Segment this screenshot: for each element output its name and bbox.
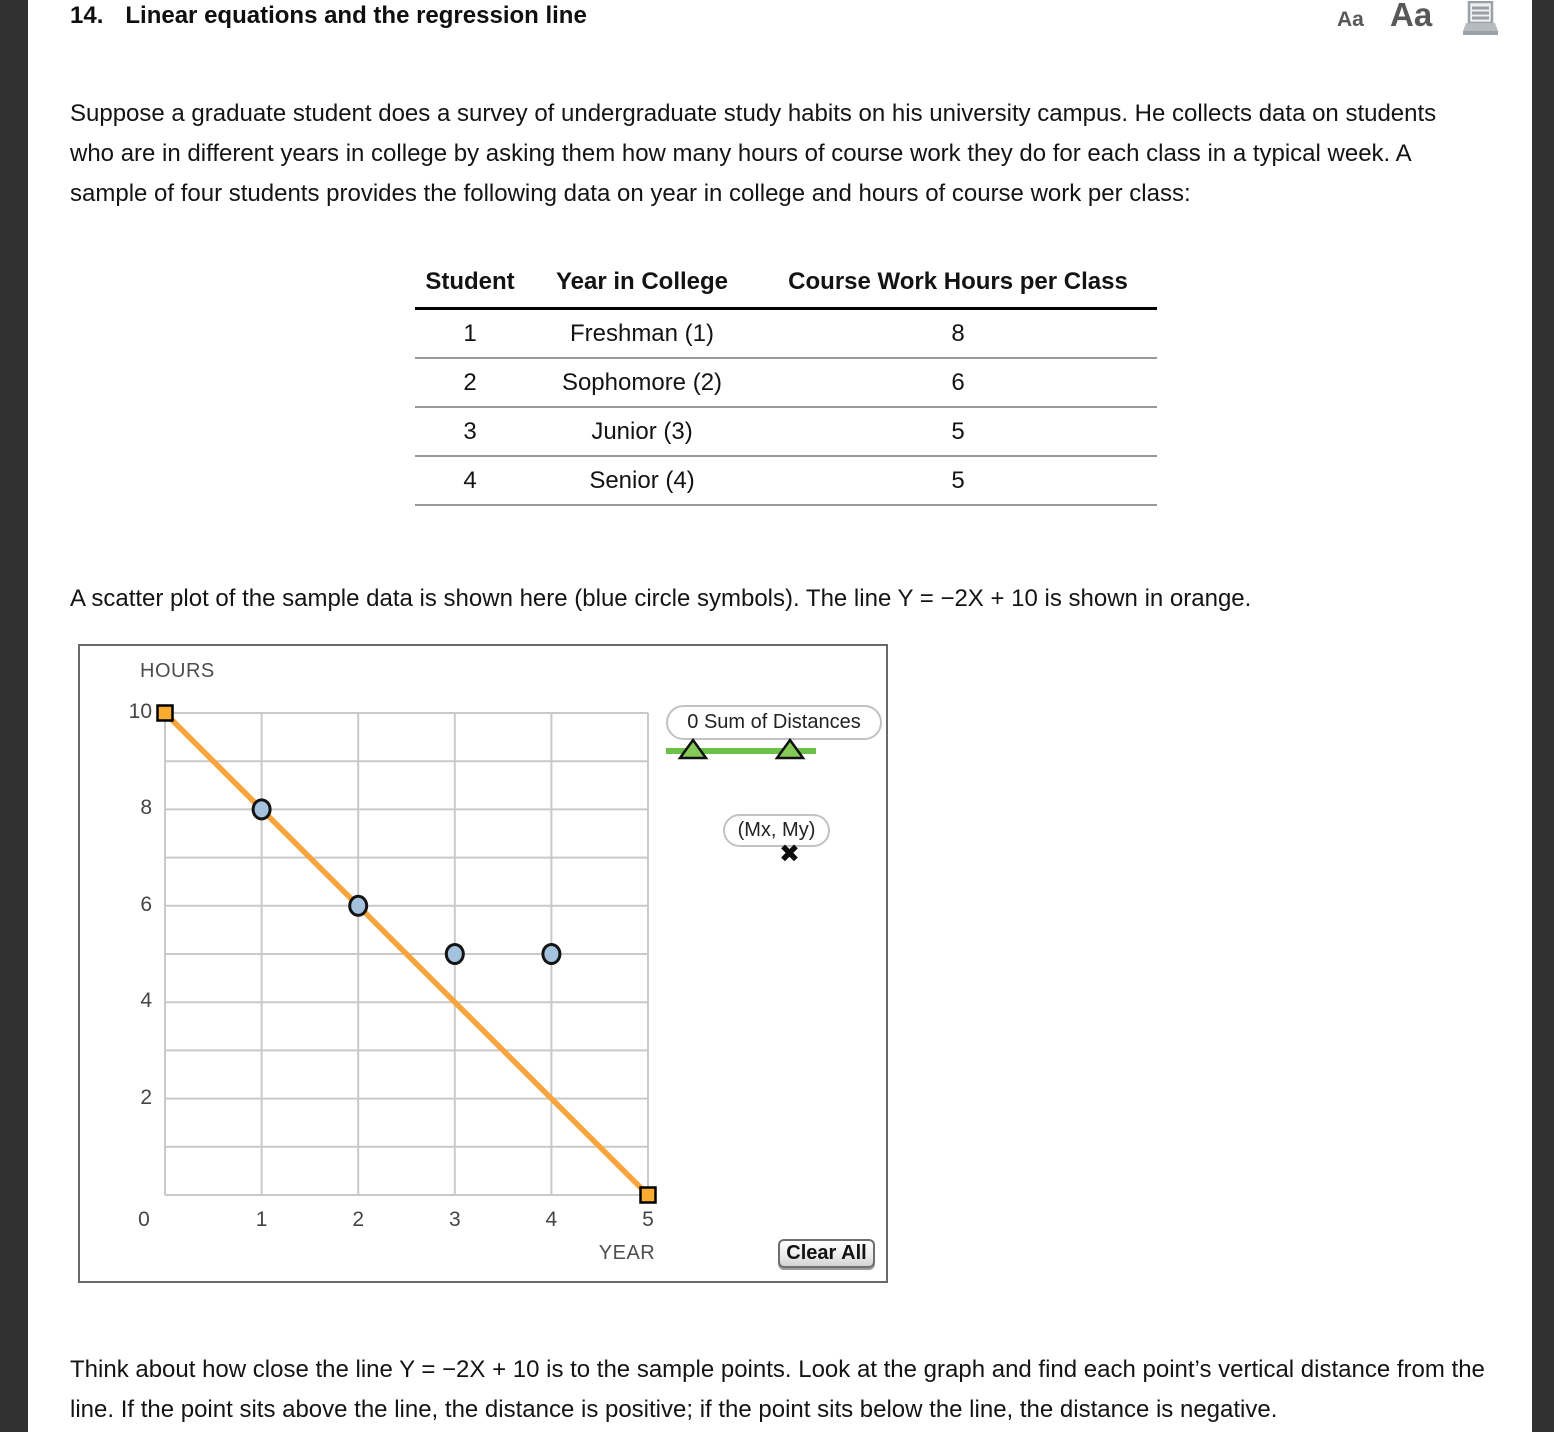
mean-point-marker[interactable]: ✖ [779,840,800,868]
orange-line-handle[interactable] [158,706,173,721]
clear-all-button[interactable]: Clear All [778,1239,875,1268]
cell-hours: 6 [759,358,1157,407]
data-point [350,896,367,915]
table-row [415,309,1157,359]
font-size-large-button[interactable]: Aa [1390,0,1433,33]
y-tick-label: 4 [140,989,152,1013]
font-size-small-button[interactable]: Aa [1337,8,1364,31]
header-student: Student [415,268,525,309]
mean-point-badge: (Mx, My) [723,814,830,847]
study-data-table [415,268,1157,506]
intro-paragraph: Suppose a graduate student does a survey of undergraduate study habits on his university campus. He collects data on students who are in different years in college by asking them how many hours of course work they do for each class in a typical week. A sample of four students provides the following data on year in college and hours of course work per class: [70,100,1437,207]
cell-year: Senior (4) [525,456,759,505]
y-axis-title: HOURS [140,660,215,682]
cell-year: Junior (3) [525,407,759,456]
cell-hours: 8 [759,309,1157,359]
header-hours: Course Work Hours per Class [759,268,1157,309]
x-axis-title: YEAR [598,1242,656,1264]
x-tick-label: 1 [255,1208,268,1231]
cell-student: 2 [415,358,525,407]
sum-of-distances-badge: 0 Sum of Distances [666,705,882,740]
y-tick-label: 6 [140,892,152,916]
table-row [415,456,1157,505]
data-point [543,945,560,964]
table-row [415,358,1157,407]
data-point [253,800,270,819]
left-gutter-bar [0,0,28,1432]
page-title [70,2,587,30]
cell-student: 3 [415,407,525,456]
distance-tool[interactable] [663,736,821,764]
y-tick-label: 2 [140,1085,152,1109]
y-tick-label: 10 [128,700,152,723]
cell-hours: 5 [759,407,1157,456]
x-tick-label: 4 [545,1208,558,1231]
x-tick-label: 3 [448,1208,461,1231]
page-title-number: 14. [70,2,104,29]
orange-line-handle[interactable] [641,1188,656,1203]
page-title-text: Linear equations and the regression line [125,2,587,29]
table-row [415,407,1157,456]
header-year: Year in College [525,268,759,309]
x-tick-label: 2 [352,1208,365,1231]
print-button[interactable] [1459,1,1501,37]
y-tick-label: 8 [140,796,152,820]
printer-icon [1459,1,1501,37]
cell-year: Freshman (1) [525,309,759,359]
x-tick-label: 0 [138,1208,150,1231]
closing-paragraph: Think about how close the line Y = −2X + 10 is to the sample points. Look at the graph and find each point’s vertical distance from the line. If the point sits above the line, the distance is positive; if the point sits below the line, the distance is negative. [70,1356,1485,1423]
table-header-row [415,268,1157,309]
cell-year: Sophomore (2) [525,358,759,407]
scatter-plot-applet [78,644,888,1283]
data-point [446,945,463,964]
cell-student: 4 [415,456,525,505]
cell-student: 1 [415,309,525,359]
cell-hours: 5 [759,456,1157,505]
scatter-note-paragraph: A scatter plot of the sample data is shown here (blue circle symbols). The line Y = −2X + 10 is shown in orange. [70,585,1252,612]
right-gutter-bar [1532,0,1554,1432]
x-tick-label: 5 [642,1208,654,1231]
